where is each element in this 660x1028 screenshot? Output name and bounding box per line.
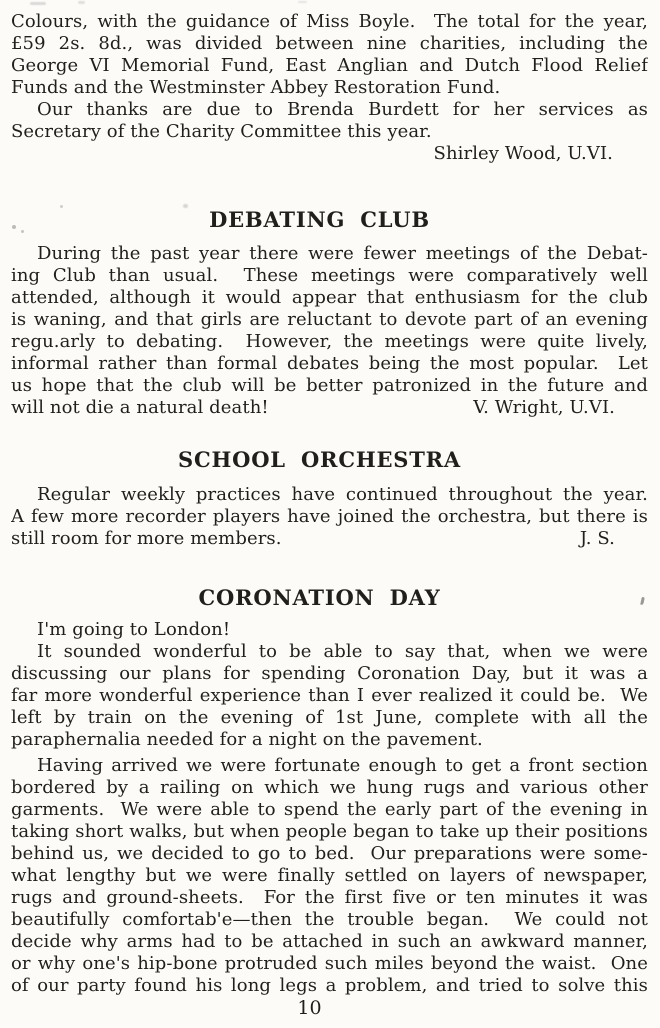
debating-heading: DEBATING CLUB [209, 207, 430, 232]
text-line: I'm going to London! [37, 619, 231, 640]
text-line: regu.arly to debating. However, the meetings were quite lively, [11, 331, 648, 352]
coronation-para-1 [11, 619, 648, 641]
text-line: £59 2s. 8d., was divided between nine charities, including the [11, 33, 648, 54]
text-line: us hope that the club will be better patronized in the future and [11, 375, 648, 396]
text-line: Regular weekly practices have continued throughout the year. [37, 484, 648, 505]
text-line [11, 397, 648, 419]
text-line: of our party found his long legs a problem, and tried to solve this [11, 975, 648, 996]
coronation-heading: CORONATION DAY [198, 585, 441, 610]
text-line: discussing our plans for spending Coronation Day, but it was a [11, 663, 648, 684]
text-line: rugs and ground-sheets. For the first five or ten minutes it was [11, 887, 648, 908]
scan-speck [298, 1, 307, 3]
coronation-para-3 [11, 755, 648, 997]
text-column [11, 11, 648, 1019]
text-line: ing Club than usual. These meetings were comparatively well [11, 265, 648, 286]
text-line: taking short walks, but when people began to take up their positions [11, 821, 648, 842]
debating-para [11, 243, 648, 419]
text-line: Having arrived we were fortunate enough to get a front section [37, 755, 648, 776]
text-line: Colours, with the guidance of Miss Boyle. The total for the year, [11, 11, 648, 32]
text-line: beautifully comfortab'e—then the trouble began. We could not [11, 909, 648, 930]
text-line: far more wonderful experience than I ever realized it could be. We [11, 685, 648, 706]
text-line-left: will not die a natural death! [11, 397, 269, 418]
text-line: what lengthy but we were finally settled on layers of newspaper, [11, 865, 648, 886]
scan-speck [30, 2, 46, 5]
scan-speck [78, 1, 85, 4]
text-line: During the past year there were fewer meetings of the Debat- [37, 243, 648, 264]
text-line: Secretary of the Charity Committee this year. [11, 121, 432, 142]
text-line: or why one's hip-bone protruded such miles beyond the waist. One [11, 953, 648, 974]
orchestra-para [11, 484, 648, 550]
text-line: paraphernalia needed for a night on the pavement. [11, 729, 483, 750]
signature: J. S. [579, 528, 615, 549]
charity-signature [11, 143, 648, 165]
text-line-left: still room for more members. [11, 528, 282, 549]
text-line: bordered by a railing on which we hung rugs and various other [11, 777, 648, 798]
text-line: Funds and the Westminster Abbey Restoration Fund. [11, 77, 501, 98]
text-line: attended, although it would appear that enthusiasm for the club [11, 287, 648, 308]
charity-para-1 [11, 11, 648, 99]
text-line: informal rather than formal debates being the most popular. Let [11, 353, 648, 374]
text-line: left by train on the evening of 1st June, complete with all the [11, 707, 648, 728]
orchestra-heading: SCHOOL ORCHESTRA [177, 447, 462, 472]
page-number: 10 [297, 997, 322, 1019]
text-line: It sounded wonderful to be able to say that, when we were [37, 641, 648, 662]
text-line: decide why arms had to be attached in such an awkward manner, [11, 931, 648, 952]
charity-para-2 [11, 99, 648, 143]
text-line: garments. We were able to spend the early part of the evening in [11, 799, 648, 820]
text-line [11, 528, 648, 550]
text-line: is waning, and that girls are reluctant to devote part of an evening [11, 309, 648, 330]
text-line: George VI Memorial Fund, East Anglian and Dutch Flood Relief [11, 55, 648, 76]
text-line: Our thanks are due to Brenda Burdett for her services as [37, 99, 648, 120]
coronation-para-2 [11, 641, 648, 751]
signature: V. Wright, U.VI. [473, 397, 615, 418]
text-line: behind us, we decided to go to bed. Our preparations were some- [11, 843, 648, 864]
signature: Shirley Wood, U.VI. [433, 143, 613, 164]
text-line: A few more recorder players have joined the orchestra, but there is [11, 506, 648, 527]
